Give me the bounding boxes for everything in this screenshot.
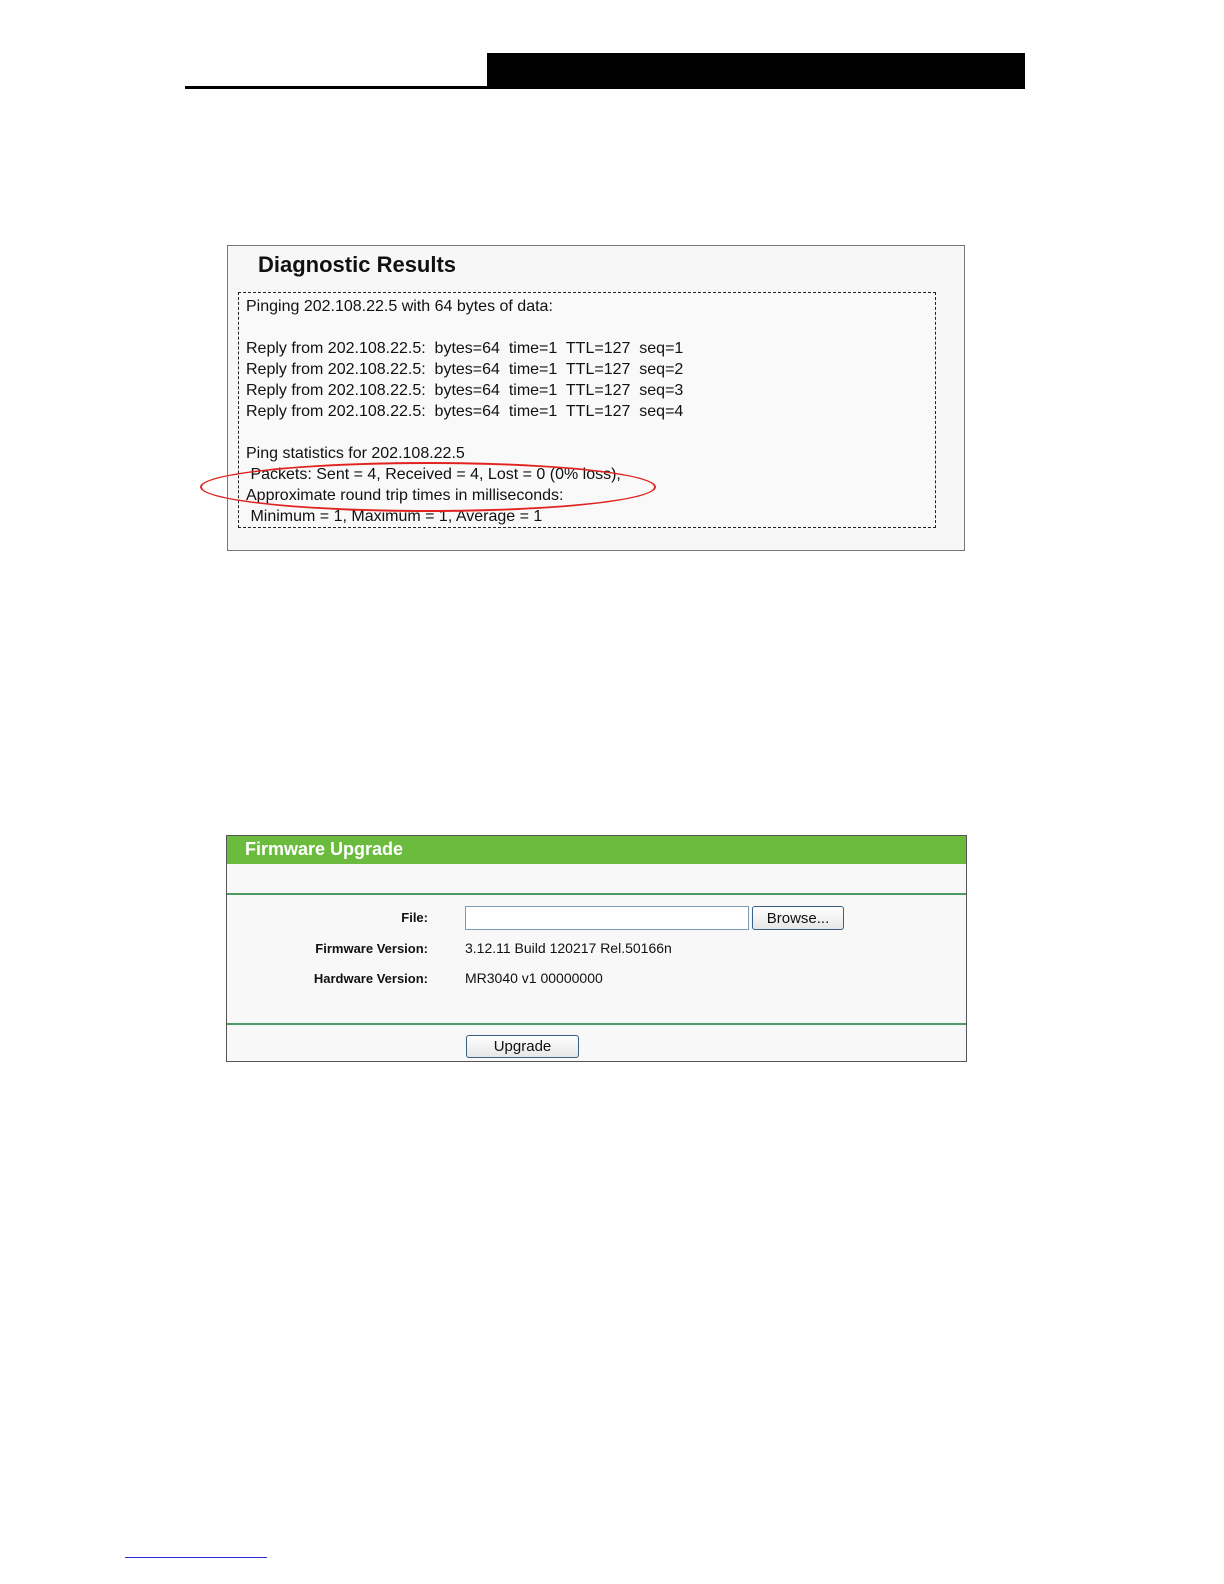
diagnostic-line: Minimum = 1, Maximum = 1, Average = 1 (246, 508, 543, 525)
page-header-bar (487, 53, 1025, 89)
firmware-upgrade-title: Firmware Upgrade (245, 839, 404, 859)
diagnostic-line: Pinging 202.108.22.5 with 64 bytes of data: (246, 298, 553, 315)
file-label: File: (401, 910, 428, 925)
upgrade-button[interactable]: Upgrade (466, 1035, 579, 1058)
firmware-divider-top (227, 893, 966, 895)
diagnostic-results-panel (227, 245, 965, 551)
diagnostic-line: Reply from 202.108.22.5: bytes=64 time=1 TTL=127 seq=4 (246, 403, 684, 420)
diagnostic-line: Packets: Sent = 4, Received = 4, Lost = 0 (0% loss), (246, 466, 621, 483)
diagnostic-line (246, 422, 683, 443)
diagnostic-results-title: Diagnostic Results (258, 252, 457, 277)
firmware-divider-bottom (227, 1023, 966, 1025)
page-header-rule (185, 86, 1025, 89)
diagnostic-line: Reply from 202.108.22.5: bytes=64 time=1 TTL=127 seq=3 (246, 382, 684, 399)
hardware-version-value: MR3040 v1 00000000 (465, 970, 603, 986)
firmware-version-value: 3.12.11 Build 120217 Rel.50166n (465, 940, 672, 956)
diagnostic-line (246, 317, 683, 338)
firmware-upgrade-header (227, 836, 966, 864)
firmware-upgrade-panel (226, 835, 967, 1062)
browse-button[interactable]: Browse... (752, 906, 844, 930)
diagnostic-output-box (238, 292, 936, 528)
hardware-version-label: Hardware Version: (313, 971, 428, 986)
firmware-version-label: Firmware Version: (315, 941, 428, 956)
diagnostic-output-lines (246, 296, 683, 527)
diagnostic-line: Reply from 202.108.22.5: bytes=64 time=1 TTL=127 seq=1 (246, 340, 684, 357)
footer-link-underline (125, 1557, 267, 1558)
diagnostic-line: Reply from 202.108.22.5: bytes=64 time=1 TTL=127 seq=2 (246, 361, 684, 378)
diagnostic-line: Approximate round trip times in milliseconds: (246, 487, 564, 504)
diagnostic-line: Ping statistics for 202.108.22.5 (246, 445, 465, 462)
file-path-input[interactable] (465, 906, 749, 930)
